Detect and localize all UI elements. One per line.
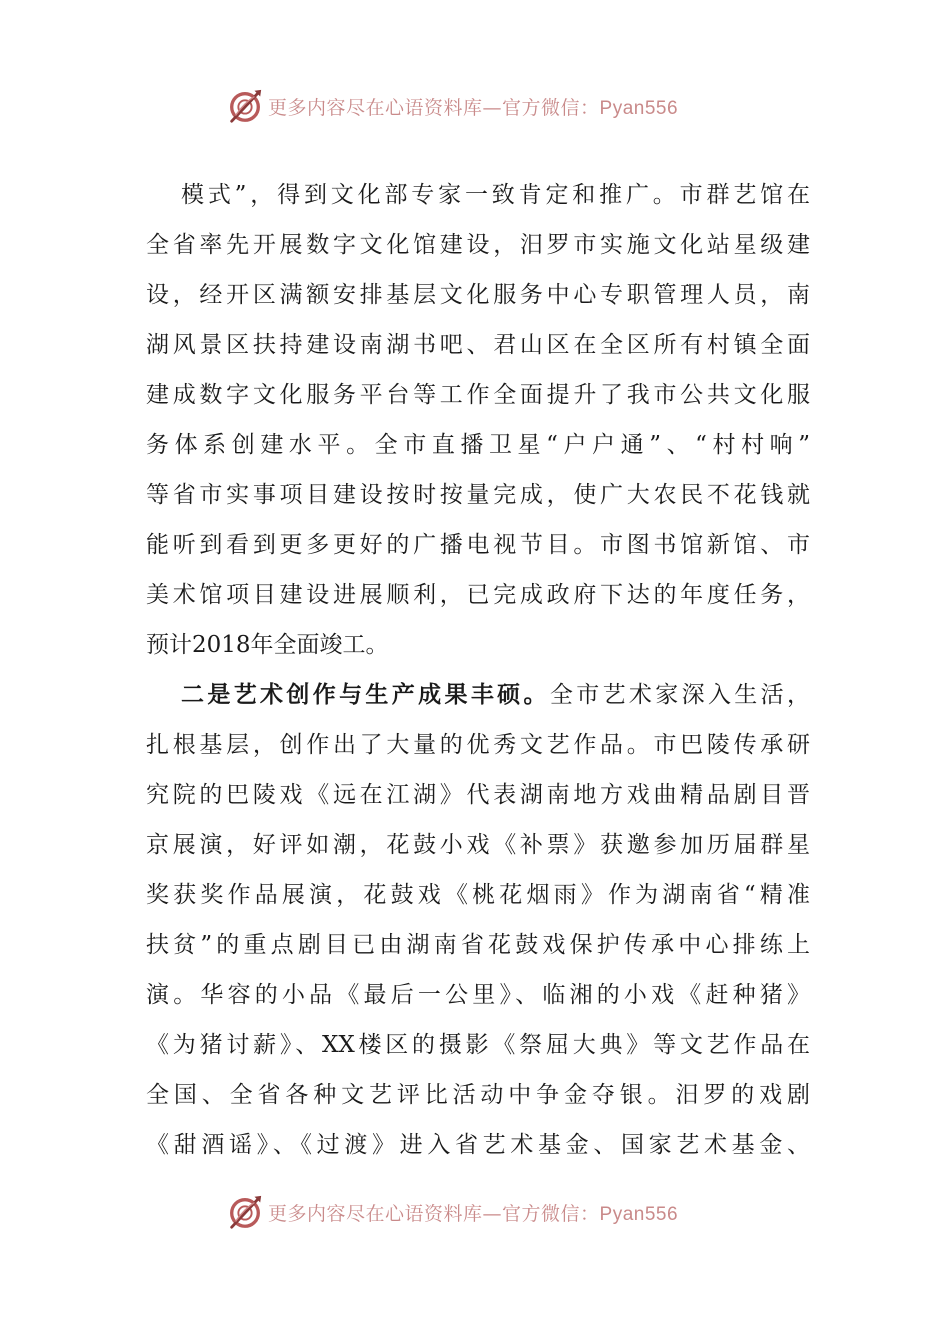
document-body [146, 170, 810, 1170]
text-line: 究院的巴陵戏《远在江湖》代表湖南地方戏曲精品剧目晋 [146, 782, 810, 808]
text-line: 全省率先开展数字文化馆建设，汨罗市实施文化站星级建 [146, 232, 810, 258]
header-banner [226, 84, 678, 128]
banner-text [268, 93, 678, 120]
text-line: 务体系创建水平。全市直播卫星“户户通”、“村村响” [146, 432, 810, 458]
text-line: 湖风景区扶持建设南湖书吧、君山区在全区所有村镇全面 [146, 332, 810, 358]
banner-label: 更多内容尽在心语资料库—官方微信： [268, 96, 600, 119]
text-line: 演。华容的小品《最后一公里》、临湘的小戏《赶种猪》 [146, 982, 810, 1008]
text-line: 能听到看到更多更好的广播电视节目。市图书馆新馆、市 [146, 532, 810, 558]
text-line: 建成数字文化服务平台等工作全面提升了我市公共文化服 [146, 382, 810, 408]
text-line: 美术馆项目建设进展顺利，已完成政府下达的年度任务， [146, 582, 810, 608]
text-line: 京展演，好评如潮，花鼓小戏《补票》获邀参加历届群星 [146, 832, 810, 858]
text-line: 预计2018年全面竣工。 [146, 632, 389, 658]
text-line: 《甜酒谣》、《过渡》进入省艺术基金、国家艺术基金、 [146, 1132, 810, 1158]
text-line: 设，经开区满额安排基层文化服务中心专职管理人员，南 [146, 282, 810, 308]
paragraph-heading: 二是艺术创作与生产成果丰硕。 [181, 681, 550, 708]
paragraph-1 [146, 170, 810, 670]
banner-text [268, 1199, 678, 1226]
paragraph-2 [146, 670, 810, 1170]
wechat-handle: Pyan556 [599, 1203, 679, 1225]
text-line: 等省市实事项目建设按时按量完成，使广大农民不花钱就 [146, 482, 810, 508]
text-line: 扎根基层，创作出了大量的优秀文艺作品。市巴陵传承研 [146, 732, 810, 758]
pen-logo-icon [226, 1193, 264, 1231]
text-line: 模式”，得到文化部专家一致肯定和推广。市群艺馆在 [181, 182, 810, 208]
text-line: 全国、全省各种文艺评比活动中争金夺银。汨罗的戏剧 [146, 1082, 810, 1108]
text-line: 扶贫”的重点剧目已由湖南省花鼓戏保护传承中心排练上 [146, 932, 810, 958]
text-line: 《为猪讨薪》、XX楼区的摄影《祭屈大典》等文艺作品在 [146, 1032, 810, 1058]
pen-logo-icon [226, 87, 264, 125]
text-line: 奖获奖作品展演，花鼓戏《桃花烟雨》作为湖南省“精准 [146, 882, 810, 908]
heading-line-rest: 全市艺术家深入生活， [549, 682, 811, 708]
footer-banner [226, 1190, 678, 1234]
text-line [146, 670, 810, 720]
wechat-handle: Pyan556 [599, 97, 679, 119]
banner-label: 更多内容尽在心语资料库—官方微信： [268, 1202, 600, 1225]
